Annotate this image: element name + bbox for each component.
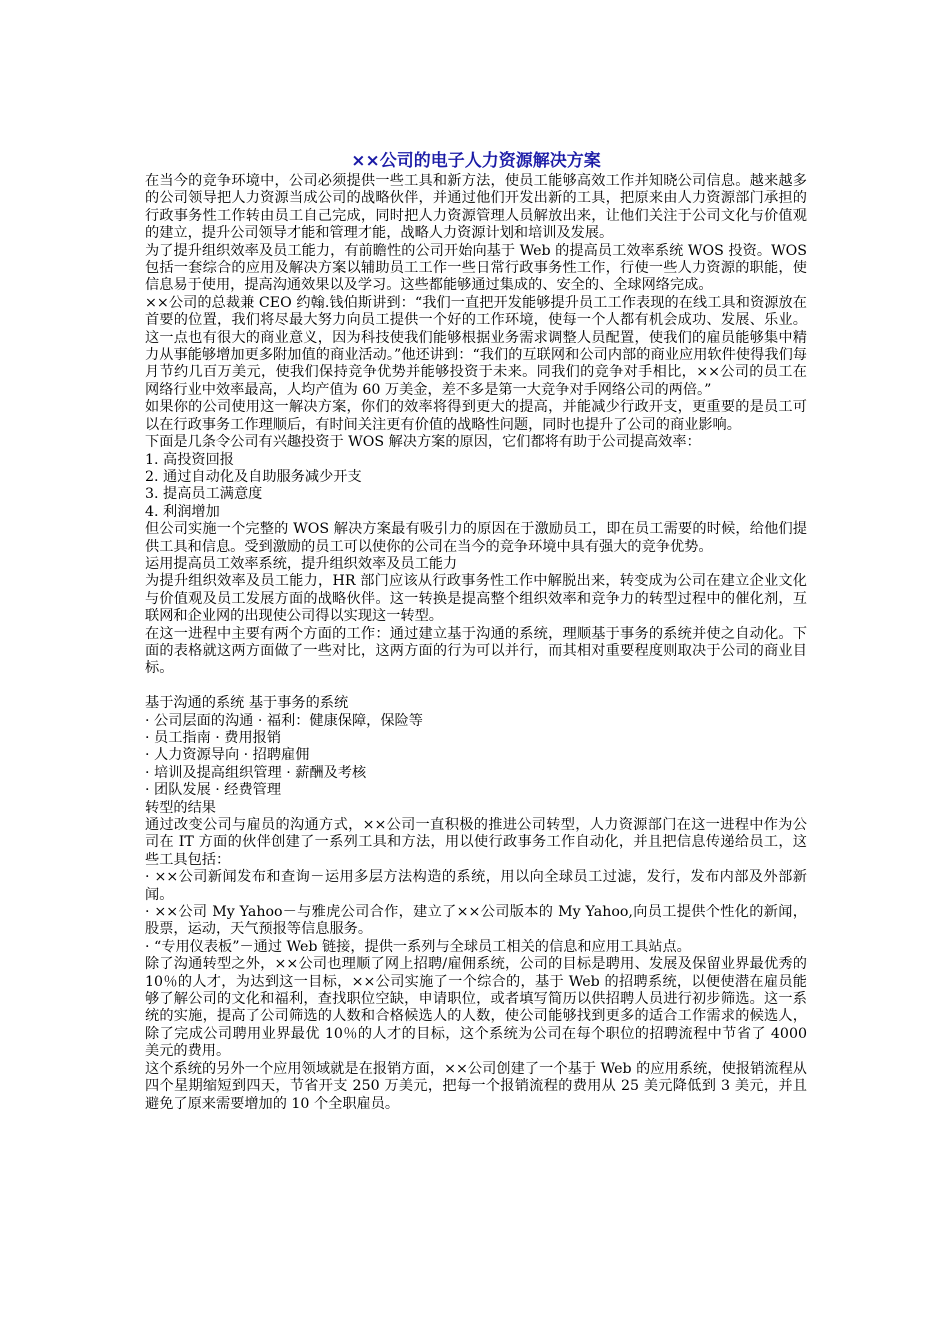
paragraph: 1. 高投资回报 bbox=[145, 451, 234, 468]
document-title: ××公司的电子人力资源解决方案 bbox=[351, 151, 601, 171]
paragraph: 如果你的公司使用这一解决方案，你们的效率将得到更大的提高，并能减少行政开支，更重要的是员工可以在行政事务工作理顺后，有时间关注更有价值的战略性问题，同时也提升了公司的商业影响。 bbox=[145, 399, 807, 433]
paragraph: 4. 利润增加 bbox=[145, 503, 220, 520]
paragraph: 为提升组织效率及员工能力，HR 部门应该从行政事务性工作中解脱出来，转变成为公司在建立企业文化与价值观及员工发展方面的战略伙伴。这一转换是提高整个组织效率和竞争力的转型过程中的催化剂，互联网和企业网的出现使公司得以实现这一转型。 bbox=[145, 573, 807, 625]
paragraph: · “专用仪表板”－通过 Web 链接，提供一系列与全球员工相关的信息和应用工具站点。 bbox=[145, 938, 691, 955]
paragraph: ××公司的总裁兼 CEO 约翰.钱伯斯讲到：“我们一直把开发能够提升员工工作表现的在线工具和资源放在首要的位置，我们将尽最大努力向员工提供一个好的工作环境，使每一个人都有机会成功、发展、乐业。这一点也有很大的商业意义，因为科技使我们能够根据业务需求调整人员配置，使我们的雇员能够集中精力从事能够增加更多附加值的商业活动。”他还讲到：“我们的互联网和公司内部的商业应用软件使得我们每月节约几百万美元，使我们保持竞争优势并能够投资于未来。同我们的竞争对手相比，××公司的员工在网络行业中效率最高，人均产值为 60 万美金，差不多是第一大竞争对手网络公司的两倍。” bbox=[145, 294, 807, 398]
paragraph: 转型的结果 bbox=[145, 799, 216, 816]
paragraph: · ××公司新闻发布和查询－运用多层方法构造的系统，用以向全球员工过滤，发行，发布内部及外部新闻。 bbox=[145, 869, 807, 903]
paragraph: · 公司层面的沟通 · 福利：健康保障，保险等 bbox=[145, 712, 423, 729]
paragraph: · ××公司 My Yahoo－与雅虎公司合作，建立了××公司版本的 My Yahoo,向员工提供个性化的新闻，股票，运动，天气预报等信息服务。 bbox=[145, 904, 807, 938]
paragraph: 除了沟通转型之外，××公司也理顺了网上招聘/雇佣系统，公司的目标是聘用、发展及保留业界最优秀的 10％的人才，为达到这一目标，××公司实施了一个综合的，基于 Web 的招聘系统，以便使潜在雇员能够了解公司的文化和福利，查找职位空缺，申请职位，或者填写简历以供招聘人员进行初步筛选。这一系统的实施，提高了公司筛选的人数和合格候选人的人数，使公司能够找到更多的适合工作需求的候选人，除了完成公司聘用业界最优 10％的人才的目标，这个系统为公司在每个职位的招聘流程中节省了 4000 美元的费用。 bbox=[145, 956, 807, 1060]
paragraph: 2. 通过自动化及自助服务减少开支 bbox=[145, 468, 362, 485]
blank-line bbox=[145, 678, 807, 695]
paragraph: · 团队发展 · 经费管理 bbox=[145, 782, 282, 799]
paragraph: 但公司实施一个完整的 WOS 解决方案最有吸引力的原因在于激励员工，即在员工需要的时候，给他们提供工具和信息。受到激励的员工可以使你的公司在当今的竞争环境中具有强大的竞争优势。 bbox=[145, 521, 807, 555]
paragraph: 在这一进程中主要有两个方面的工作：通过建立基于沟通的系统，理顺基于事务的系统并使之自动化。下面的表格就这两方面做了一些对比，这两方面的行为可以并行，而其相对重要程度则取决于公司的商业目标。 bbox=[145, 625, 807, 677]
paragraph: 这个系统的另外一个应用领域就是在报销方面，××公司创建了一个基于 Web 的应用系统，使报销流程从四个星期缩短到四天，节省开支 250 万美元，把每一个报销流程的费用从 25 美元降低到 3 美元，并且避免了原来需要增加的 10 个全职雇员。 bbox=[145, 1060, 807, 1112]
paragraph: · 培训及提高组织管理 · 薪酬及考核 bbox=[145, 764, 367, 781]
paragraph: 基于沟通的系统 基于事务的系统 bbox=[145, 695, 349, 712]
paragraph: · 员工指南 · 费用报销 bbox=[145, 729, 282, 746]
paragraph: 通过改变公司与雇员的沟通方式，××公司一直积极的推进公司转型，人力资源部门在这一进程中作为公司在 IT 方面的伙伴创建了一系列工具和方法，用以使行政事务工作自动化，并且把信息传递给员工，这些工具包括： bbox=[145, 817, 807, 868]
paragraph: 运用提高员工效率系统，提升组织效率及员工能力 bbox=[145, 555, 458, 572]
paragraph: 为了提升组织效率及员工能力，有前瞻性的公司开始向基于 Web 的提高员工效率系统 WOS 投资。WOS 包括一套综合的应用及解决方案以辅助员工工作一些日常行政事务性工作，行使一些人力资源的职能，使信息易于使用，提高沟通效果以及学习。这些都能够通过集成的、安全的、全球网络完成。 bbox=[145, 242, 807, 294]
paragraph: · 人力资源导向 · 招聘雇佣 bbox=[145, 747, 310, 764]
paragraph: 下面是几条令公司有兴趣投资于 WOS 解决方案的原因，它们都将有助于公司提高效率： bbox=[145, 434, 701, 451]
paragraph: 在当今的竞争环境中，公司必须提供一些工具和新方法，使员工能够高效工作并知晓公司信息。越来越多的公司领导把人力资源当成公司的战略伙伴，并通过他们开发出新的工具，把原来由人力资源部门承担的行政事务性工作转由员工自己完成，同时把人力资源管理人员解放出来，让他们关注于公司文化与价值观的建立，提升公司领导才能和管理才能，战略人力资源计划和培训及发展。 bbox=[145, 173, 807, 242]
document-body bbox=[145, 173, 807, 1113]
document-page bbox=[145, 150, 807, 1113]
paragraph: 3. 提高员工满意度 bbox=[145, 486, 263, 503]
